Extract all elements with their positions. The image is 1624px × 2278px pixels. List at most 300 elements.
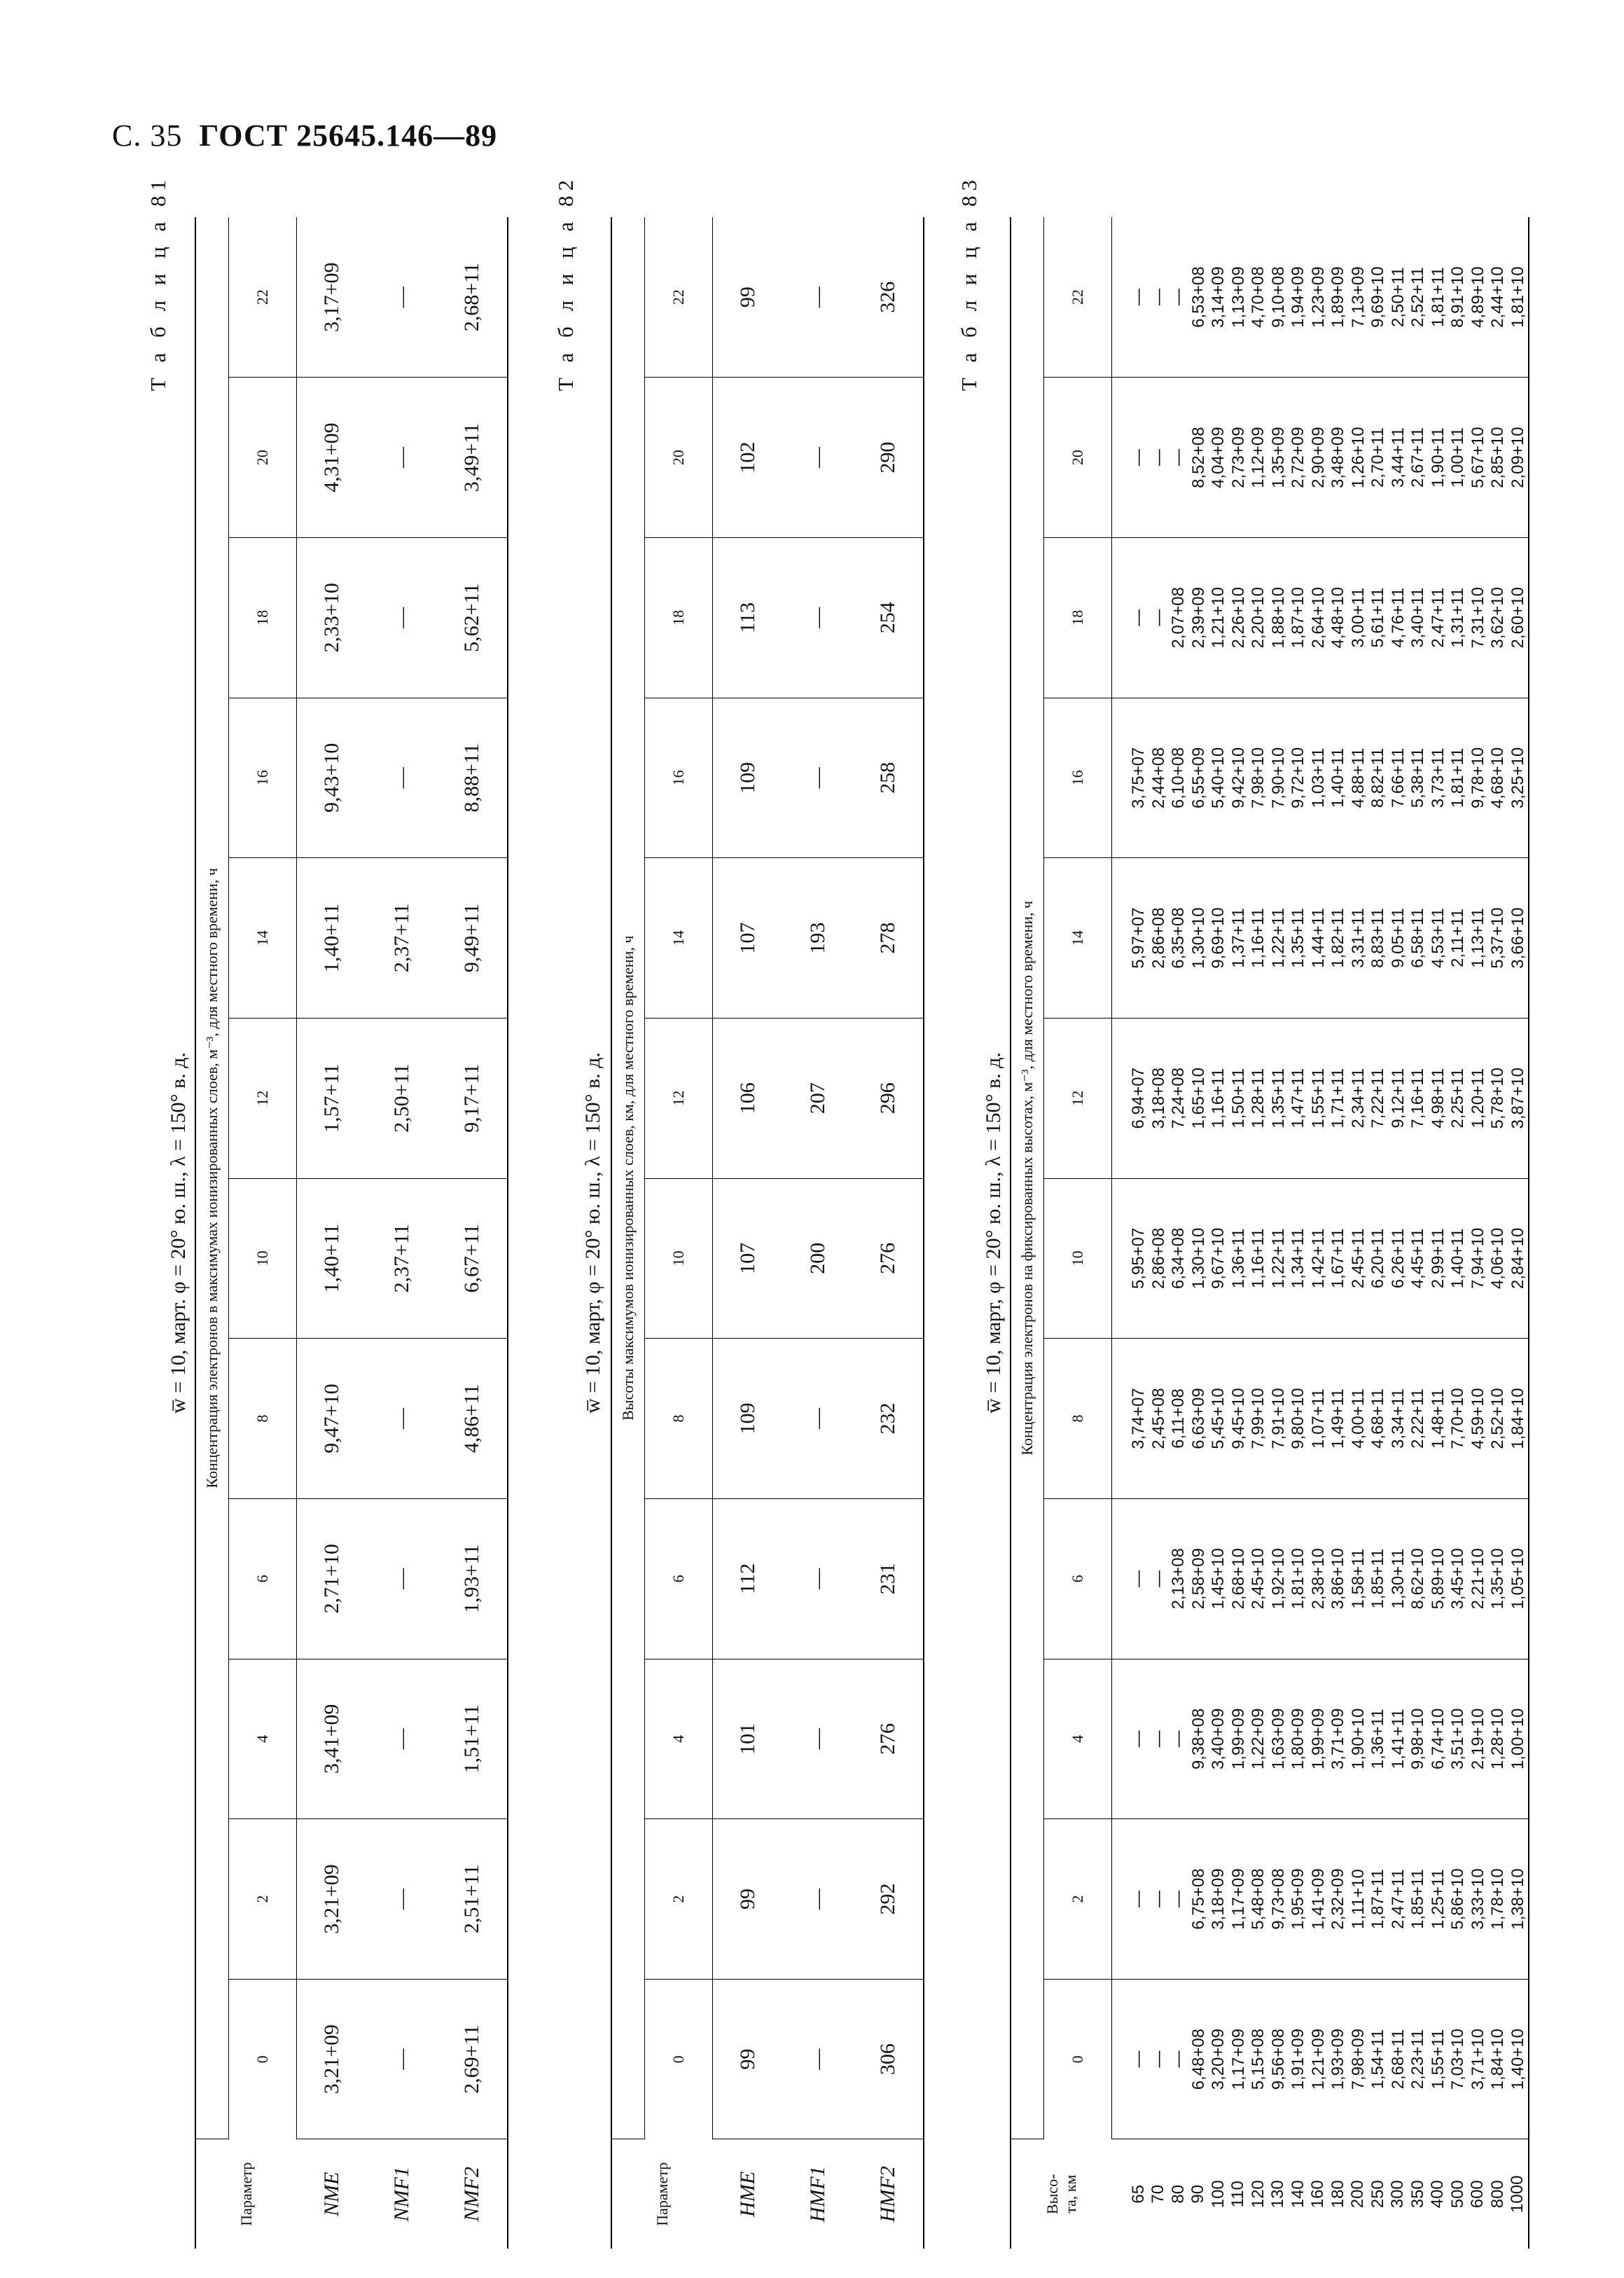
table-row: [783, 217, 853, 2249]
value-cell: 4,86+11: [437, 1339, 508, 1499]
hour-column: [1112, 1659, 1529, 1819]
hour-header: 12: [229, 1018, 297, 1178]
value-cell: 2,51+11: [437, 1819, 508, 1980]
value-cell: —: [783, 217, 853, 378]
value-cell: 1,05+10: [1508, 1548, 1527, 1610]
value-cell: 2,85+10: [1488, 427, 1507, 488]
param-header: Параметр: [653, 2162, 671, 2226]
value-cell: 1,58+11: [1348, 1548, 1368, 1609]
value-cell: 4,04+09: [1209, 427, 1228, 488]
value-cell: 4,31+09: [297, 378, 368, 538]
value-cell: 4,48+10: [1328, 587, 1347, 649]
value-cell: 1,07+11: [1308, 1388, 1328, 1449]
value-cell: 5,67+10: [1468, 427, 1487, 488]
hour-header: 10: [645, 1178, 713, 1339]
value-cell: 1,21+09: [1308, 2028, 1328, 2090]
rotated-content: [91, 112, 1562, 2249]
value-cell: 1,95+09: [1289, 1868, 1307, 1930]
table-82: [611, 217, 924, 2249]
value-cell: 99: [713, 217, 784, 378]
value-cell: 1,55+11: [1308, 1068, 1328, 1128]
value-cell: 7,03+10: [1448, 2028, 1467, 2090]
value-cell: 102: [713, 378, 784, 538]
value-cell: 2,67+11: [1408, 427, 1427, 488]
table-83-title: w̅ = 10, март, φ = 20° ю. ш., λ = 150° в. д.: [982, 1052, 1005, 1414]
value-cell: 1,50+11: [1228, 1068, 1248, 1128]
value-cell: 2,90+09: [1308, 427, 1328, 488]
param-cell: HMF2: [876, 2166, 899, 2223]
value-cell: 1,40+11: [297, 858, 368, 1019]
value-cell: —: [783, 1498, 853, 1659]
value-cell: 2,44+08: [1148, 747, 1168, 809]
value-cell: 2,64+10: [1308, 587, 1328, 649]
value-cell: 1,44+11: [1308, 908, 1328, 968]
height-cell: 65: [1128, 2184, 1148, 2204]
height-cell: 180: [1328, 2180, 1347, 2209]
value-cell: 1,40+11: [1328, 747, 1347, 808]
value-cell: 1,90+11: [1428, 427, 1448, 488]
table-row: [297, 217, 368, 2249]
value-cell: 7,16+11: [1408, 1068, 1427, 1128]
value-cell: —: [1169, 449, 1188, 467]
value-cell: 1,55+11: [1428, 2029, 1448, 2090]
hour-header: 14: [229, 858, 297, 1019]
value-cell: 2,37+11: [367, 1178, 437, 1339]
hour-header: 20: [229, 378, 297, 538]
value-cell: 1,81+10: [1508, 266, 1527, 328]
value-cell: —: [1129, 2050, 1148, 2068]
value-cell: 2,19+10: [1468, 1708, 1487, 1770]
value-cell: 7,91+10: [1268, 1388, 1288, 1449]
value-cell: 2,71+10: [297, 1498, 368, 1659]
value-cell: 1,63+09: [1268, 1708, 1288, 1770]
value-cell: 1,78+10: [1488, 1868, 1507, 1930]
value-cell: —: [367, 537, 437, 698]
value-cell: 6,48+08: [1188, 2028, 1208, 2090]
value-cell: 2,58+09: [1188, 1548, 1208, 1610]
value-cell: 3,40+09: [1209, 1708, 1228, 1770]
value-cell: 2,84+10: [1508, 1227, 1527, 1290]
hour-header: 14: [1044, 858, 1112, 1019]
hour-column: [1112, 378, 1529, 538]
value-cell: 8,82+11: [1368, 747, 1387, 808]
value-cell: —: [783, 537, 853, 698]
value-cell: 107: [713, 1178, 784, 1339]
value-cell: 2,07+08: [1169, 587, 1188, 649]
value-cell: 2,86+08: [1148, 1227, 1168, 1290]
value-cell: 2,86+08: [1148, 907, 1168, 969]
value-cell: 1,48+11: [1428, 1388, 1448, 1449]
value-cell: 7,98+10: [1249, 747, 1268, 809]
value-cell: —: [1129, 449, 1148, 467]
param-cell: HME: [735, 2171, 759, 2217]
value-cell: 9,42+10: [1228, 747, 1248, 809]
value-cell: 6,75+08: [1188, 1868, 1208, 1930]
value-cell: 3,33+10: [1468, 1868, 1487, 1930]
value-cell: 232: [853, 1339, 924, 1499]
value-cell: 2,60+10: [1508, 587, 1527, 649]
value-cell: 193: [783, 858, 853, 1019]
table-83-caption: Т а б л и ц а 83: [957, 175, 981, 392]
value-cell: 1,38+10: [1508, 1868, 1527, 1930]
value-cell: 5,61+11: [1368, 587, 1387, 648]
value-cell: 1,13+11: [1468, 908, 1487, 968]
hour-column: [1112, 1498, 1529, 1659]
value-cell: 1,35+09: [1268, 427, 1288, 488]
value-cell: 99: [713, 1819, 784, 1980]
value-cell: 4,76+11: [1388, 587, 1408, 648]
hour-column: [1112, 1819, 1529, 1980]
table-82-caption: Т а б л и ц а 82: [553, 175, 578, 392]
value-cell: 5,15+08: [1249, 2028, 1268, 2090]
value-cell: 1,36+11: [1368, 1708, 1387, 1769]
value-cell: 254: [853, 537, 924, 698]
value-cell: 2,39+09: [1188, 587, 1208, 649]
value-cell: 3,62+10: [1488, 587, 1507, 649]
value-cell: 1,47+11: [1289, 1068, 1307, 1128]
value-cell: 1,49+11: [1328, 1388, 1347, 1449]
value-cell: 9,38+08: [1188, 1708, 1208, 1770]
height-cell: 80: [1168, 2184, 1188, 2204]
document-designation: ГОСТ 25645.146—89: [199, 118, 498, 153]
value-cell: 6,20+11: [1368, 1228, 1387, 1289]
hour-header: 18: [645, 537, 713, 698]
param-cell: NME: [319, 2172, 343, 2216]
value-cell: 4,45+11: [1408, 1228, 1427, 1289]
value-cell: 8,52+08: [1188, 427, 1208, 488]
value-cell: —: [1169, 289, 1188, 306]
value-cell: 2,68+10: [1228, 1548, 1248, 1610]
value-cell: 3,31+11: [1348, 908, 1368, 968]
value-cell: 3,17+09: [297, 217, 368, 378]
value-cell: 1,30+11: [1388, 1548, 1408, 1609]
value-cell: 9,80+10: [1289, 1388, 1307, 1449]
value-cell: 1,17+09: [1228, 1868, 1248, 1930]
hour-header: 18: [1044, 537, 1112, 698]
hour-header: 0: [645, 1979, 713, 2139]
value-cell: 3,18+08: [1148, 1068, 1168, 1129]
height-cell: 800: [1487, 2180, 1507, 2209]
hour-column: [1112, 217, 1529, 378]
hour-header: 16: [229, 698, 297, 858]
value-cell: 2,45+08: [1148, 1388, 1168, 1449]
value-cell: 2,99+11: [1428, 1228, 1448, 1289]
value-cell: —: [1169, 1891, 1188, 1908]
value-cell: 6,67+11: [437, 1178, 508, 1339]
value-cell: 8,91+10: [1448, 266, 1467, 328]
value-cell: 5,95+07: [1129, 1227, 1148, 1290]
value-cell: 1,81+10: [1289, 1548, 1307, 1610]
hour-header: 14: [645, 858, 713, 1019]
value-cell: 2,22+11: [1408, 1388, 1427, 1449]
table-row: [713, 217, 784, 2249]
hour-header: 2: [645, 1819, 713, 1980]
value-cell: 6,74+10: [1428, 1708, 1448, 1770]
value-cell: 6,11+08: [1169, 1388, 1188, 1449]
value-cell: —: [1148, 289, 1168, 306]
value-cell: 3,45+10: [1448, 1548, 1467, 1610]
value-cell: 4,00+11: [1348, 1388, 1368, 1449]
hour-header: 22: [645, 217, 713, 378]
value-cell: 9,49+11: [437, 858, 508, 1019]
value-cell: 3,71+10: [1468, 2028, 1487, 2090]
value-cell: 3,86+10: [1328, 1548, 1347, 1610]
value-cell: 2,45+11: [1348, 1228, 1368, 1289]
value-cell: 4,59+10: [1468, 1388, 1487, 1449]
value-cell: 3,48+09: [1328, 427, 1347, 488]
value-cell: 1,85+11: [1368, 1548, 1387, 1609]
hour-header: 22: [1044, 217, 1112, 378]
height-cell: 90: [1188, 2184, 1207, 2204]
value-cell: 5,45+10: [1209, 1388, 1228, 1449]
value-cell: 5,97+07: [1129, 907, 1148, 969]
value-cell: 2,47+11: [1388, 1869, 1408, 1929]
hour-header: 4: [645, 1659, 713, 1819]
value-cell: 1,84+10: [1508, 1388, 1527, 1449]
value-cell: 1,93+09: [1328, 2028, 1347, 2090]
value-cell: 2,23+11: [1408, 2029, 1427, 2090]
value-cell: 1,57+11: [297, 1018, 368, 1178]
value-cell: 2,52+11: [1408, 267, 1427, 327]
value-cell: —: [367, 217, 437, 378]
value-cell: 2,70+11: [1368, 427, 1387, 488]
height-column: [1112, 2139, 1529, 2249]
value-cell: 4,06+10: [1488, 1227, 1507, 1290]
value-cell: 3,51+10: [1448, 1708, 1467, 1770]
value-cell: 4,98+11: [1428, 1068, 1448, 1128]
value-cell: 1,16+11: [1209, 1068, 1228, 1128]
value-cell: 4,89+10: [1468, 266, 1487, 328]
value-cell: 1,41+11: [1388, 1708, 1408, 1769]
value-cell: 276: [853, 1178, 924, 1339]
height-cell: 350: [1408, 2180, 1427, 2209]
hour-column: [1112, 1178, 1529, 1339]
value-cell: 7,31+10: [1468, 587, 1487, 649]
value-cell: 5,40+10: [1209, 747, 1228, 809]
param-cell: NMF2: [460, 2167, 483, 2222]
value-cell: —: [367, 378, 437, 538]
value-cell: 2,45+10: [1249, 1548, 1268, 1610]
value-cell: 2,69+11: [437, 1979, 508, 2139]
value-cell: 2,72+09: [1289, 427, 1307, 488]
value-cell: —: [1148, 1891, 1168, 1908]
height-cell: 120: [1248, 2180, 1268, 2209]
value-cell: 1,81+11: [1448, 747, 1467, 808]
value-cell: 1,87+10: [1289, 587, 1307, 649]
table-83: [1010, 217, 1529, 2249]
value-cell: 1,82+11: [1328, 908, 1347, 968]
value-cell: 2,09+10: [1508, 427, 1527, 488]
value-cell: 9,56+08: [1268, 2028, 1288, 2090]
value-cell: 6,53+08: [1188, 266, 1208, 328]
value-cell: 2,68+11: [1388, 2029, 1408, 2090]
height-cell: 140: [1288, 2180, 1307, 2209]
value-cell: —: [1148, 1570, 1168, 1587]
value-cell: 306: [853, 1979, 924, 2139]
value-cell: 8,88+11: [437, 698, 508, 858]
value-cell: 1,35+11: [1289, 908, 1307, 968]
hour-header: 2: [229, 1819, 297, 1980]
hour-header: 20: [645, 378, 713, 538]
value-cell: 9,10+08: [1268, 266, 1288, 328]
value-cell: 2,26+10: [1228, 587, 1248, 649]
value-cell: 4,68+11: [1368, 1388, 1387, 1449]
value-cell: —: [1169, 1730, 1188, 1748]
value-cell: 326: [853, 217, 924, 378]
value-cell: 1,99+09: [1228, 1708, 1248, 1770]
value-cell: 2,11+11: [1448, 909, 1467, 968]
value-cell: 2,50+11: [367, 1018, 437, 1178]
value-cell: 1,45+10: [1209, 1548, 1228, 1610]
value-cell: 2,38+10: [1308, 1548, 1328, 1610]
value-cell: 2,50+11: [1388, 267, 1408, 327]
hour-header: 16: [645, 698, 713, 858]
value-cell: 1,21+10: [1209, 587, 1228, 649]
value-cell: 5,37+10: [1488, 907, 1507, 969]
hour-column: [1112, 858, 1529, 1019]
param-cell: HMF1: [806, 2166, 829, 2223]
span-header: Концентрация электронов в максимумах ионизированных слоев, м⁻³, для местного времени, ч: [195, 217, 229, 2139]
hour-header: 8: [1044, 1339, 1112, 1499]
value-cell: 2,13+08: [1169, 1548, 1188, 1610]
value-cell: 9,69+10: [1209, 907, 1228, 969]
value-cell: 1,16+11: [1249, 908, 1268, 968]
hour-header: 12: [645, 1018, 713, 1178]
value-cell: —: [1148, 1730, 1168, 1748]
page-number: С. 35: [112, 118, 183, 153]
value-cell: 231: [853, 1498, 924, 1659]
height-cell: 400: [1428, 2180, 1447, 2209]
value-cell: 1,81+11: [1428, 267, 1448, 327]
value-cell: —: [367, 1819, 437, 1980]
value-cell: —: [1129, 1570, 1148, 1587]
value-cell: 1,12+09: [1249, 427, 1268, 488]
hour-column: [1112, 537, 1529, 698]
hour-header: 8: [229, 1339, 297, 1499]
value-cell: 9,69+10: [1368, 266, 1387, 328]
value-cell: 1,30+10: [1188, 907, 1208, 969]
value-cell: 107: [713, 858, 784, 1019]
table-row: [367, 217, 437, 2249]
value-cell: 1,35+11: [1268, 1068, 1288, 1128]
value-cell: 2,21+10: [1468, 1548, 1487, 1610]
value-cell: —: [1129, 1891, 1148, 1908]
value-cell: 3,49+11: [437, 378, 508, 538]
value-cell: 1,85+11: [1408, 1869, 1427, 1929]
value-cell: 106: [713, 1018, 784, 1178]
value-cell: 9,17+11: [437, 1018, 508, 1178]
value-cell: 3,21+09: [297, 1979, 368, 2139]
value-cell: 2,32+09: [1328, 1868, 1347, 1930]
table-82-title: w̅ = 10, март, φ = 20° ю. ш., λ = 150° в. д.: [581, 1052, 604, 1414]
value-cell: 278: [853, 858, 924, 1019]
value-cell: 2,73+09: [1228, 427, 1248, 488]
value-cell: 1,40+10: [1508, 2028, 1527, 2090]
value-cell: 2,34+11: [1348, 1068, 1368, 1128]
value-cell: —: [1148, 609, 1168, 626]
table-body-row: [1112, 217, 1529, 2249]
value-cell: 276: [853, 1659, 924, 1819]
value-cell: 7,70+10: [1448, 1388, 1467, 1449]
value-cell: 1,71+11: [1328, 1068, 1347, 1128]
value-cell: 207: [783, 1018, 853, 1178]
value-cell: 1,65+10: [1188, 1068, 1208, 1129]
value-cell: 6,26+11: [1388, 1228, 1408, 1289]
value-cell: 99: [713, 1979, 784, 2139]
value-cell: —: [783, 1819, 853, 1980]
value-cell: 6,55+09: [1188, 747, 1208, 809]
value-cell: —: [783, 1659, 853, 1819]
value-cell: 9,45+10: [1228, 1388, 1248, 1449]
value-cell: 3,44+11: [1388, 427, 1408, 488]
value-cell: 2,47+11: [1428, 587, 1448, 648]
value-cell: 1,00+11: [1448, 427, 1467, 488]
hour-column: [1112, 1339, 1529, 1499]
value-cell: 1,88+10: [1268, 587, 1288, 649]
hour-header: 0: [229, 1979, 297, 2139]
value-cell: 1,40+11: [1448, 1228, 1467, 1289]
hour-header: 2: [1044, 1819, 1112, 1980]
height-header: Высо- та, км: [1043, 2174, 1079, 2215]
value-cell: —: [783, 1339, 853, 1499]
value-cell: 3,74+07: [1129, 1388, 1148, 1449]
value-cell: 3,40+11: [1408, 587, 1427, 648]
value-cell: 292: [853, 1819, 924, 1980]
value-cell: 1,90+10: [1348, 1708, 1368, 1770]
value-cell: —: [783, 378, 853, 538]
height-cell: 600: [1468, 2180, 1487, 2209]
value-cell: 3,21+09: [297, 1819, 368, 1980]
value-cell: 112: [713, 1498, 784, 1659]
param-cell: NMF1: [390, 2167, 413, 2222]
hour-header: 22: [229, 217, 297, 378]
value-cell: 9,05+11: [1388, 908, 1408, 968]
value-cell: 290: [853, 378, 924, 538]
value-cell: —: [1129, 289, 1148, 306]
value-cell: 5,62+11: [437, 537, 508, 698]
value-cell: 4,88+11: [1348, 747, 1368, 808]
value-cell: 3,14+09: [1209, 266, 1228, 328]
value-cell: 5,48+08: [1249, 1868, 1268, 1930]
value-cell: 1,91+09: [1289, 2028, 1307, 2090]
value-cell: 3,66+10: [1508, 907, 1527, 969]
value-cell: 1,22+11: [1268, 908, 1288, 968]
value-cell: —: [783, 1979, 853, 2139]
table-row: [853, 217, 924, 2249]
height-cell: 300: [1388, 2180, 1407, 2209]
value-cell: 7,94+10: [1468, 1227, 1487, 1290]
value-cell: —: [1148, 449, 1168, 467]
value-cell: 7,22+11: [1368, 1068, 1387, 1128]
value-cell: —: [367, 1659, 437, 1819]
value-cell: 1,42+11: [1308, 1228, 1328, 1289]
value-cell: 5,38+11: [1408, 747, 1427, 808]
value-cell: 1,40+11: [297, 1178, 368, 1339]
value-cell: 6,94+07: [1129, 1068, 1148, 1129]
value-cell: 9,47+10: [297, 1339, 368, 1499]
value-cell: 3,75+07: [1129, 747, 1148, 809]
hour-header: 16: [1044, 698, 1112, 858]
hour-header: 18: [229, 537, 297, 698]
value-cell: 2,25+11: [1448, 1068, 1467, 1128]
height-cell: 70: [1148, 2184, 1167, 2204]
hour-header: 10: [229, 1178, 297, 1339]
value-cell: 3,25+10: [1508, 747, 1527, 809]
value-cell: 3,00+11: [1348, 587, 1368, 648]
value-cell: 9,72+10: [1289, 747, 1307, 809]
value-cell: 6,10+08: [1169, 747, 1188, 809]
value-cell: 1,03+11: [1308, 747, 1328, 808]
